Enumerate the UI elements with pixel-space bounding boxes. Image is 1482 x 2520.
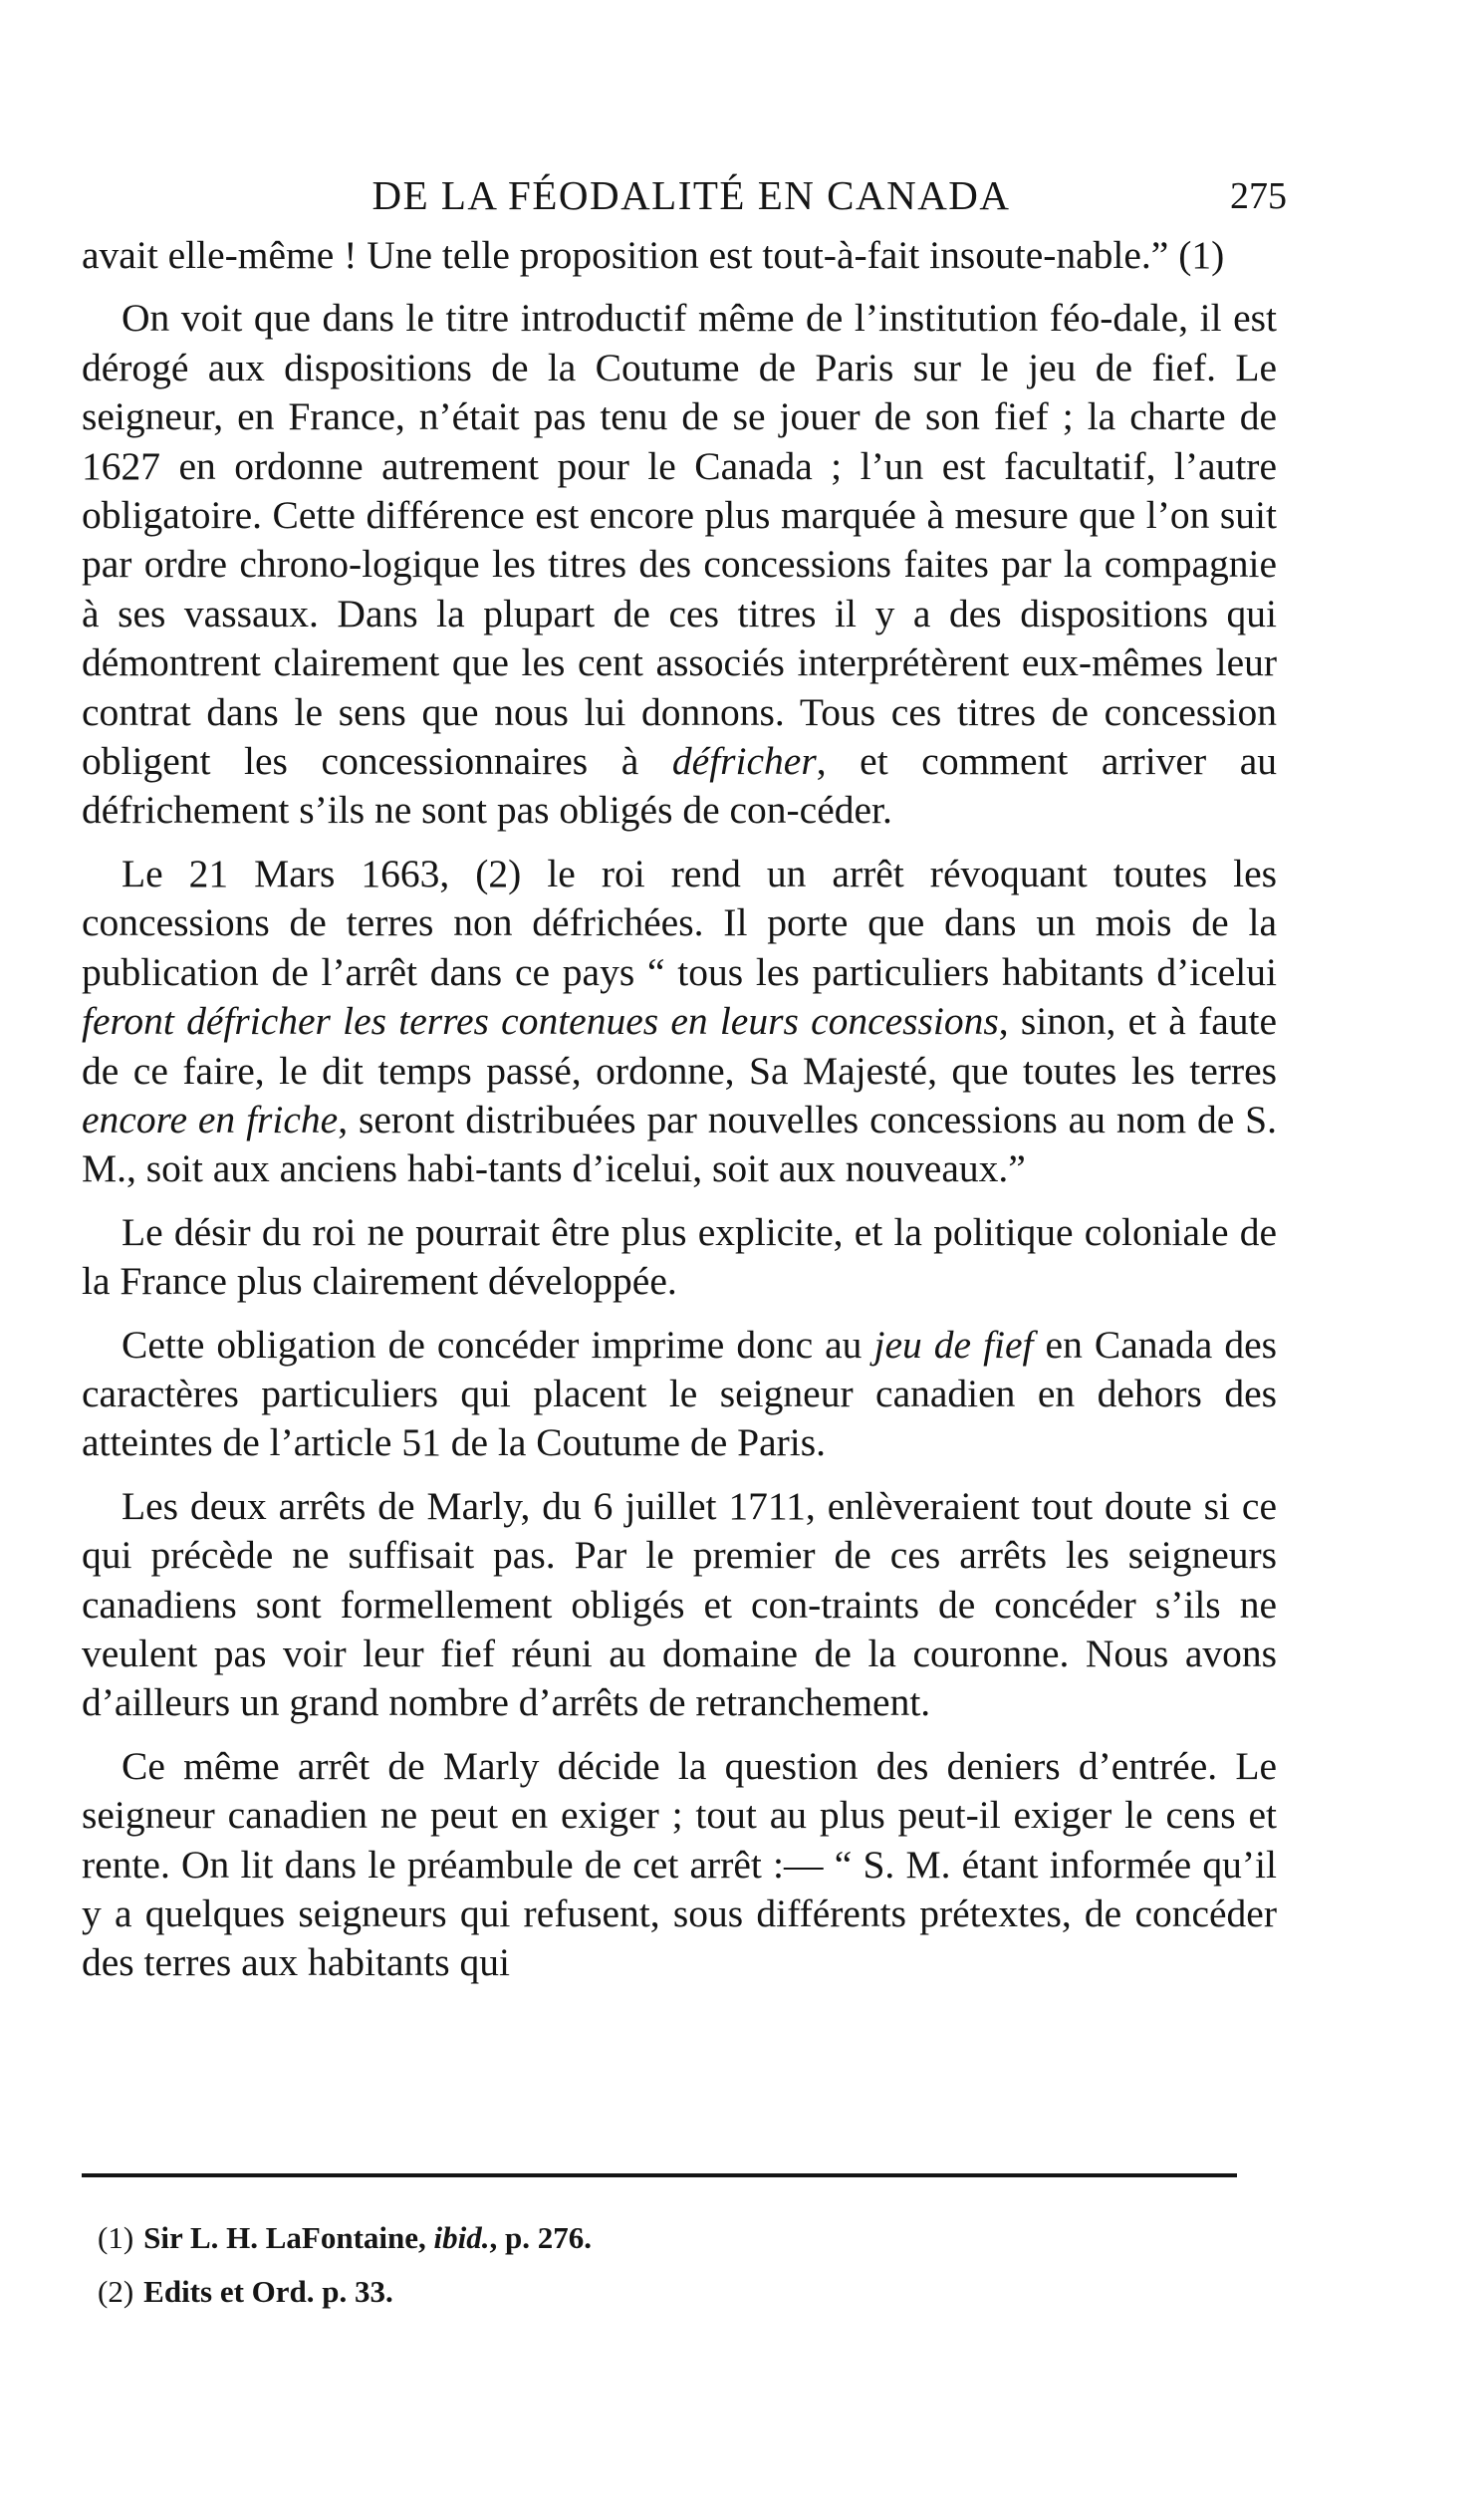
text-run: Edits et Ord. p. 33. bbox=[143, 2274, 393, 2309]
footnote-divider bbox=[82, 2173, 1237, 2177]
italic-text: ibid. bbox=[433, 2220, 490, 2255]
text-run: Ce même arrêt de Marly décide la question des deniers d’entrée. Le seigneur canadien ne peut en exiger ; tout au plus peut-il exiger le cens et rente. On lit dans le préambule de cet arrêt :— “ S. M. étant informée qu’il y a quelques seigneurs qui refusent, sous différents prétextes, de concéder des terres aux habitants qui bbox=[82, 1743, 1277, 1985]
footnote-text bbox=[143, 2274, 393, 2309]
italic-text: encore en friche bbox=[82, 1097, 339, 1141]
paragraph-titre-introductif bbox=[82, 294, 1277, 835]
italic-text: défricher bbox=[671, 739, 817, 784]
footnote-1 bbox=[98, 2213, 1193, 2263]
footnote-mark: (2) bbox=[98, 2274, 134, 2309]
body-text bbox=[82, 231, 1277, 2002]
text-run: On voit que dans le titre introductif même de l’institution féo-dale, il est dérogé aux dispositions de la Coutume de Paris sur le jeu de fief. Le seigneur, en France, n’était pas tenu de se jouer de son fief ; la charte de 1627 en ordonne autrement pour le Canada ; l’un est facultatif, l’autre obligatoire. Cette différence est encore plus marquée à mesure que l’on suit par ordre chrono-logique les titres des concessions faites par la compagnie à ses vassaux. Dans la plupart de ces titres il y a des dispositions qui démontrent clairement que les cent associés interprétèrent eux-mêmes leur contrat dans le sens que nous lui donnons. Tous ces titres de concession obligent les concessionnaires à bbox=[82, 296, 1277, 784]
footnotes bbox=[98, 2213, 1193, 2321]
paragraph-arret-1663 bbox=[82, 850, 1277, 1194]
text-run: , sinon, et à faute de ce faire, le dit temps passé, ordonne, Sa Majesté, que toutes les terres bbox=[82, 999, 1278, 1093]
running-head bbox=[96, 165, 1287, 225]
running-title: DE LA FÉODALITÉ EN CANADA bbox=[371, 172, 1011, 218]
text-run: Sir L. H. LaFontaine, bbox=[143, 2220, 434, 2255]
page-number: 275 bbox=[1230, 175, 1287, 217]
paragraph-continuation bbox=[82, 231, 1277, 280]
text-run: , seront distribuées par nouvelles concessions au nom de S. M., soit aux anciens habi-tants d’icelui, soit aux nouveaux.” bbox=[82, 1097, 1277, 1191]
italic-text: jeu de fief bbox=[873, 1322, 1034, 1367]
text-run: Cette obligation de concéder imprime donc au bbox=[122, 1322, 874, 1367]
text-run: Le 21 Mars 1663, (2) le roi rend un arrêt révoquant toutes les concessions de terres non défrichées. Il porte que dans un mois de la publication de l’arrêt dans ce pays “ tous les particuliers habitants d’icelui bbox=[82, 851, 1277, 994]
text-run: avait elle-même ! Une telle proposition est tout-à-fait insoute-nable.” (1) bbox=[82, 233, 1225, 277]
text-run: , et comment arriver au défrichement s’ils ne sont pas obligés de con-céder. bbox=[82, 739, 1278, 833]
footnote-mark: (1) bbox=[98, 2220, 134, 2255]
footnote-2 bbox=[98, 2267, 1193, 2317]
paragraph-desir-du-roi bbox=[82, 1208, 1277, 1307]
paragraph-deniers-entree bbox=[82, 1742, 1277, 1988]
text-run: Les deux arrêts de Marly, du 6 juillet 1711, enlèveraient tout doute si ce qui précède ne suffisait pas. Par le premier de ces arrêts les seigneurs canadiens sont formellement obligés et con-traints de concéder s’ils ne veulent pas voir leur fief réuni au domaine de la couronne. Nous avons d’ailleurs un grand nombre d’arrêts de retranchement. bbox=[82, 1483, 1277, 1725]
italic-text: feront défricher les terres contenues en leurs concessions bbox=[82, 999, 999, 1044]
text-run: en Canada des caractères particuliers qui placent le seigneur canadien en dehors des atteintes de l’article 51 de la Coutume de Paris. bbox=[82, 1322, 1277, 1465]
paragraph-obligation-conceder bbox=[82, 1321, 1277, 1468]
paragraph-arrets-marly bbox=[82, 1482, 1277, 1728]
text-run: Le désir du roi ne pourrait être plus explicite, et la politique coloniale de la France plus clairement développée. bbox=[82, 1209, 1277, 1304]
text-run: , p. 276. bbox=[489, 2220, 593, 2255]
footnote-text bbox=[143, 2220, 592, 2255]
